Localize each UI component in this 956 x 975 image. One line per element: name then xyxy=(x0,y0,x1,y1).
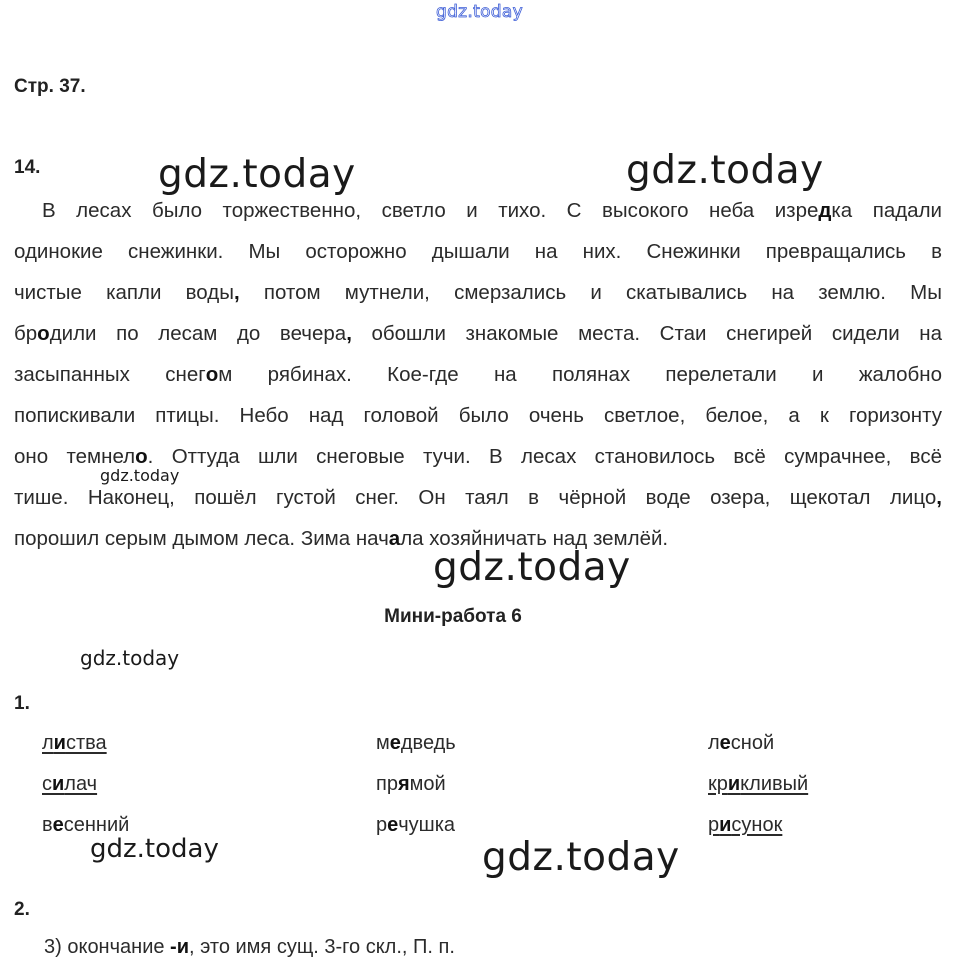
highlighted-letter: , xyxy=(233,281,240,304)
paragraph-line: оно темнело. Оттуда шли снеговые тучи. В лесах становилось всё сумрачнее, всё xyxy=(14,445,942,468)
watermark: gdz.today xyxy=(626,148,824,193)
highlighted-letter: а xyxy=(388,527,401,550)
paragraph-line: порошил серым дымом леса. Зима начала хозяйничать над землёй. xyxy=(14,527,669,550)
highlighted-letter: о xyxy=(205,363,219,386)
stressed-letter: и xyxy=(727,773,741,795)
watermark: gdz.today xyxy=(158,152,356,197)
page-label: Стр. 37. xyxy=(14,76,86,97)
highlighted-letter: , xyxy=(936,486,942,509)
highlighted-letter: о xyxy=(135,445,148,468)
mini-work-title: Мини-работа 6 xyxy=(384,606,522,627)
word-item: лесной xyxy=(708,732,775,754)
stressed-letter: е xyxy=(719,732,731,754)
task-1-number: 1. xyxy=(14,693,30,714)
paragraph-line: попискивали птицы. Небо над головой было очень светлое, белое, а к горизонту xyxy=(14,404,942,427)
paragraph-line: бродили по лесам до вечера, обошли знакомые места. Стаи снегирей сидели на xyxy=(14,322,942,345)
stressed-letter: и xyxy=(53,732,66,754)
paragraph-line: чистые капли воды, потом мутнели, смерзались и скатывались на землю. Мы xyxy=(14,281,942,304)
highlighted-letter: о xyxy=(37,322,50,345)
highlighted-letter: , xyxy=(346,322,352,345)
stressed-letter: е xyxy=(387,814,399,836)
watermark: gdz.today xyxy=(482,835,680,880)
paragraph-line: одинокие снежинки. Мы осторожно дышали на них. Снежинки превращались в xyxy=(14,240,942,263)
paragraph-line: тише. Наконец, пошёл густой снег. Он таял в чёрной воде озера, щекотал лицо, xyxy=(14,486,942,509)
stressed-letter: е xyxy=(389,732,401,754)
stressed-letter: я xyxy=(397,773,410,795)
word-item: речушка xyxy=(376,814,456,836)
stressed-letter: и xyxy=(52,773,65,795)
word-item: весенний xyxy=(42,814,130,836)
watermark: gdz.today xyxy=(433,545,631,590)
watermark: gdz.today xyxy=(80,646,180,670)
watermark-top: gdz.today xyxy=(436,2,523,22)
task-2-number: 2. xyxy=(14,899,30,920)
stressed-letter: е xyxy=(52,814,64,836)
word-item: медведь xyxy=(376,732,456,754)
word-item: силач xyxy=(42,773,98,795)
watermark: gdz.today xyxy=(90,834,219,864)
watermark: gdz.today xyxy=(100,466,180,485)
paragraph-line: В лесах было торжественно, светло и тихо. С высокого неба изредка падали xyxy=(42,199,943,222)
paragraph-line: засыпанных снегом рябинах. Кое-где на полянах перелетали и жалобно xyxy=(14,363,942,386)
word-item: крикливый xyxy=(708,773,809,795)
stressed-letter: и xyxy=(719,814,732,836)
task-14-text xyxy=(14,190,942,559)
word-item: листва xyxy=(42,732,107,754)
highlighted-letter: д xyxy=(818,199,832,222)
word-item: рисунок xyxy=(708,814,783,836)
task-14-number: 14. xyxy=(14,157,41,178)
task-2-answer: 3) окончание -и, это имя сущ. 3-го скл., П. п. xyxy=(44,936,455,958)
word-item: прямой xyxy=(376,773,446,795)
